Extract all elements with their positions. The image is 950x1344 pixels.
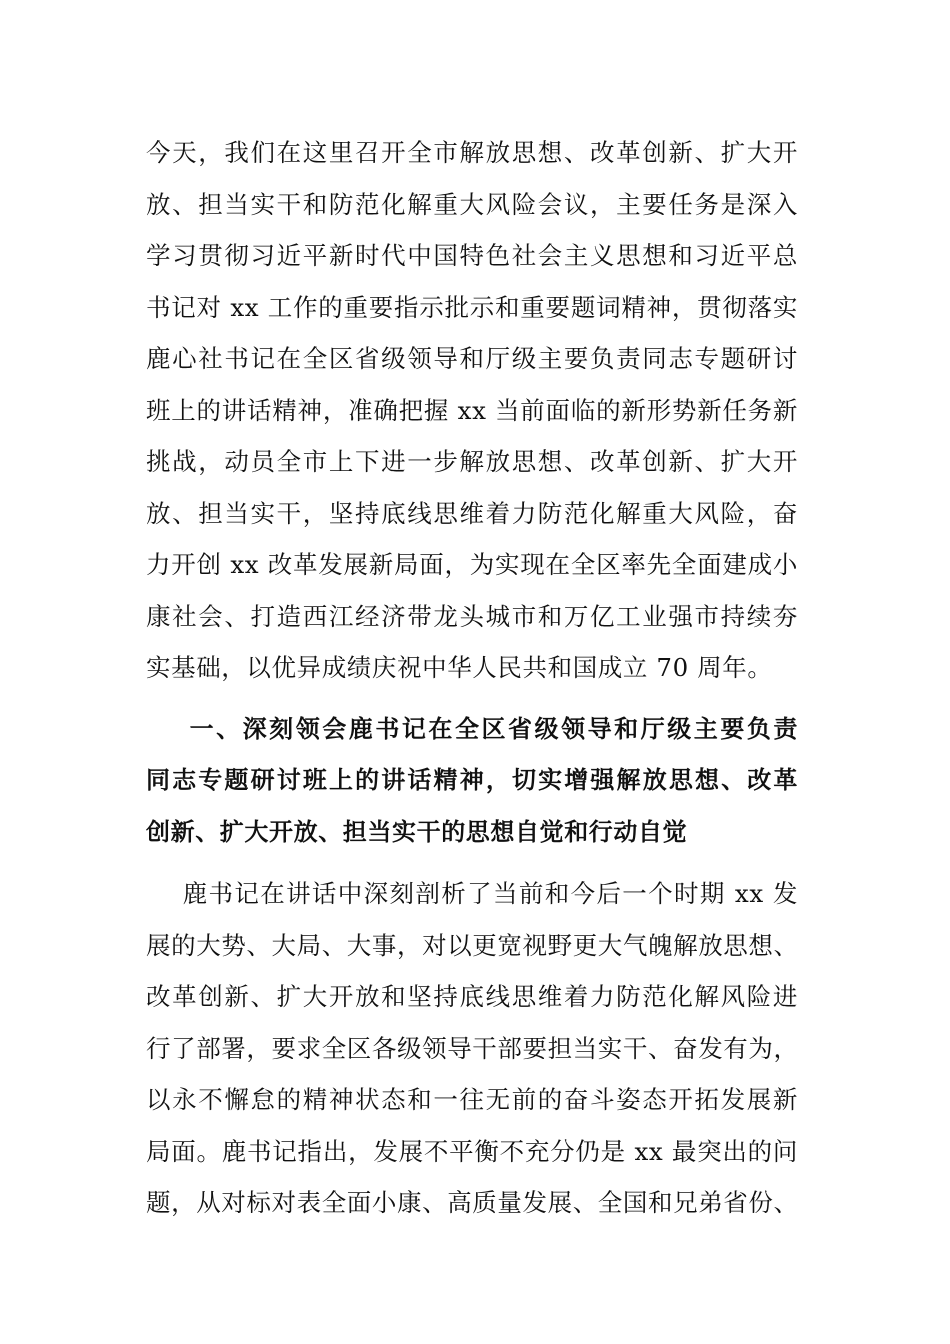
- paragraph-gap: [146, 694, 798, 704]
- intro-line: 放、担当实干，坚持底线思维着力防范化解重大风险，奋: [146, 498, 798, 528]
- heading-line: 一、深刻领会鹿书记在全区省级领导和厅级主要负责: [146, 714, 798, 743]
- body-line: 展的大势、大局、大事，对以更宽视野更大气魄解放思想、: [146, 930, 799, 960]
- body-line: 局面。鹿书记指出，发展不平衡不充分仍是 xx 最突出的问: [146, 1136, 798, 1166]
- paragraph-gap: [146, 858, 798, 868]
- intro-paragraph: [146, 127, 798, 694]
- intro-line: 今天，我们在这里召开全市解放思想、改革创新、扩大开: [146, 138, 798, 167]
- body-line: 题，从对标对表全面小康、高质量发展、全国和兄弟省份、: [146, 1188, 799, 1217]
- intro-line: 实基础，以优异成绩庆祝中华人民共和国成立 70 周年。: [146, 653, 773, 682]
- intro-line: 康社会、打造西江经济带龙头城市和万亿工业强市持续夯: [146, 601, 798, 631]
- body-line: 行了部署，要求全区各级领导干部要担当实干、奋发有为，: [146, 1033, 799, 1063]
- intro-line: 挑战，动员全市上下进一步解放思想、改革创新、扩大开: [146, 447, 798, 476]
- intro-line: 放、担当实干和防范化解重大风险会议，主要任务是深入: [146, 189, 798, 219]
- body-line: 以永不懈怠的精神状态和一往无前的奋斗姿态开拓发展新: [146, 1085, 798, 1114]
- intro-line: 力开创 xx 改革发展新局面，为实现在全区率先全面建成小: [146, 550, 798, 579]
- intro-line: 书记对 xx 工作的重要指示批示和重要题词精神，贯彻落实: [146, 292, 798, 322]
- document-body: [146, 127, 798, 1229]
- heading-line: 创新、扩大开放、担当实干的思想自觉和行动自觉: [146, 817, 688, 846]
- intro-line: 学习贯彻习近平新时代中国特色社会主义思想和习近平总: [146, 241, 798, 270]
- section-heading: [146, 704, 798, 859]
- body-line: 鹿书记在讲话中深刻剖析了当前和今后一个时期 xx 发: [146, 879, 798, 908]
- intro-line: 班上的讲话精神，准确把握 xx 当前面临的新形势新任务新: [146, 395, 798, 425]
- body-paragraph: [146, 868, 798, 1229]
- body-line: 改革创新、扩大开放和坚持底线思维着力防范化解风险进: [146, 982, 798, 1011]
- heading-line: 同志专题研讨班上的讲话精神，切实增强解放思想、改革: [146, 766, 798, 794]
- intro-line: 鹿心社书记在全区省级领导和厅级主要负责同志专题研讨: [146, 344, 798, 373]
